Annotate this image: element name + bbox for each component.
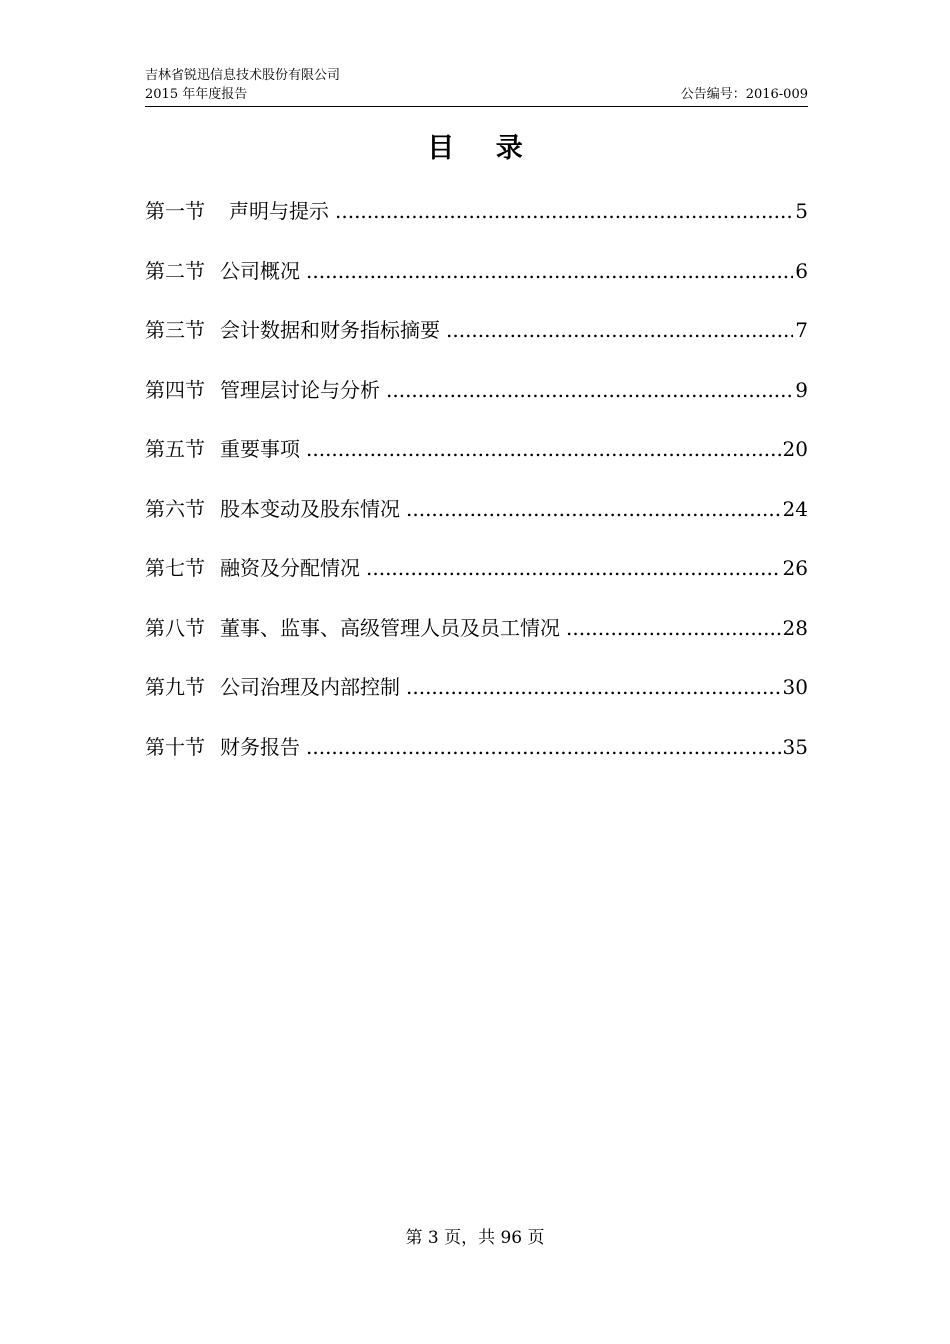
header-announcement-number: 公告编号：2016-009 — [680, 87, 808, 102]
toc-item-10[interactable] — [145, 729, 808, 789]
toc-page-number: 28 — [782, 615, 808, 640]
toc-page-number: 30 — [782, 675, 808, 699]
toc-section-number: 第三节 — [145, 318, 205, 342]
toc-page-number: 20 — [782, 437, 808, 461]
toc-section-number: 第十节 — [145, 734, 205, 759]
toc-section-label: 会计数据和财务指标摘要 — [220, 318, 440, 342]
toc-page-number: 6 — [795, 258, 808, 283]
toc-page-number: 9 — [795, 377, 808, 402]
toc-section-number: 第四节 — [145, 377, 205, 402]
toc-item-8[interactable] — [145, 610, 808, 670]
toc-leader-dots — [446, 312, 793, 348]
toc-item-6[interactable] — [145, 491, 808, 551]
toc-section-number: 第八节 — [145, 615, 205, 640]
page-header — [145, 66, 808, 104]
header-company-row — [145, 66, 808, 85]
toc-leader-dots — [306, 431, 781, 467]
toc-item-7[interactable] — [145, 550, 808, 610]
toc-leader-dots — [306, 729, 781, 765]
toc-leader-dots — [366, 550, 781, 586]
toc-item-1[interactable] — [145, 193, 808, 253]
toc-page-number: 7 — [795, 318, 808, 342]
toc-section-number: 第六节 — [145, 496, 205, 521]
toc-section-label: 财务报告 — [220, 734, 300, 759]
toc-section-number: 第二节 — [145, 258, 205, 283]
toc-page-number: 5 — [795, 199, 808, 223]
toc-section-label: 董事、监事、高级管理人员及员工情况 — [220, 615, 560, 640]
table-of-contents — [145, 193, 808, 788]
toc-item-2[interactable] — [145, 253, 808, 313]
toc-page-number: 24 — [782, 496, 808, 521]
page-title: 目 录 — [427, 133, 539, 164]
page-footer: 第 3 页，共 96 页 — [405, 1228, 545, 1248]
toc-item-3[interactable] — [145, 312, 808, 372]
header-company-name: 吉林省锐迅信息技术股份有限公司 — [145, 68, 341, 83]
toc-section-label: 公司概况 — [220, 258, 300, 283]
toc-page-number: 35 — [782, 734, 808, 759]
toc-leader-dots — [406, 491, 781, 527]
toc-page-number: 26 — [782, 556, 808, 580]
toc-section-label: 公司治理及内部控制 — [220, 675, 400, 699]
header-divider — [145, 106, 808, 107]
toc-section-label: 融资及分配情况 — [220, 556, 360, 580]
toc-item-5[interactable] — [145, 431, 808, 491]
toc-section-label: 股本变动及股东情况 — [220, 496, 400, 521]
toc-section-label: 重要事项 — [220, 437, 300, 461]
toc-item-9[interactable] — [145, 669, 808, 729]
toc-section-number: 第九节 — [145, 675, 205, 699]
toc-leader-dots — [306, 253, 793, 289]
toc-item-4[interactable] — [145, 372, 808, 432]
header-report-row — [145, 85, 808, 104]
toc-section-label: 声明与提示 — [229, 199, 329, 223]
header-report-title: 2015 年年度报告 — [145, 87, 248, 102]
toc-section-number: 第七节 — [145, 556, 205, 580]
toc-section-number: 第五节 — [145, 437, 205, 461]
toc-section-number: 第一节 — [145, 199, 205, 223]
toc-leader-dots — [335, 193, 793, 229]
toc-leader-dots — [406, 669, 781, 705]
toc-leader-dots — [566, 610, 781, 646]
toc-leader-dots — [386, 372, 793, 408]
toc-section-label: 管理层讨论与分析 — [220, 377, 380, 402]
